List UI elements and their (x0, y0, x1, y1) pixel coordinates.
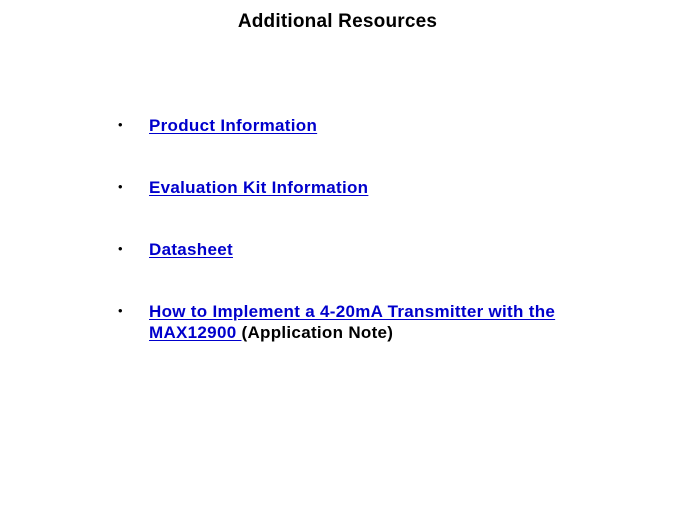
resource-list (118, 115, 638, 384)
resource-item-evaluation-kit (118, 177, 638, 198)
bullet-icon: • (118, 241, 123, 256)
evaluation-kit-information-link[interactable]: Evaluation Kit Information (149, 178, 369, 197)
resource-item-application-note (118, 301, 638, 343)
page-title: Additional Resources (237, 11, 438, 32)
bullet-icon: • (118, 179, 123, 194)
bullet-icon: • (118, 117, 123, 132)
application-note-link[interactable]: How to Implement a 4-20mA Transmitter with the MAX12900 (149, 302, 556, 342)
application-note-label: (Application Note) (241, 323, 394, 342)
resource-item-product-information (118, 115, 638, 136)
bullet-icon: • (118, 303, 123, 318)
datasheet-link[interactable]: Datasheet (149, 240, 233, 259)
resource-item-datasheet (118, 239, 638, 260)
product-information-link[interactable]: Product Information (149, 116, 318, 135)
